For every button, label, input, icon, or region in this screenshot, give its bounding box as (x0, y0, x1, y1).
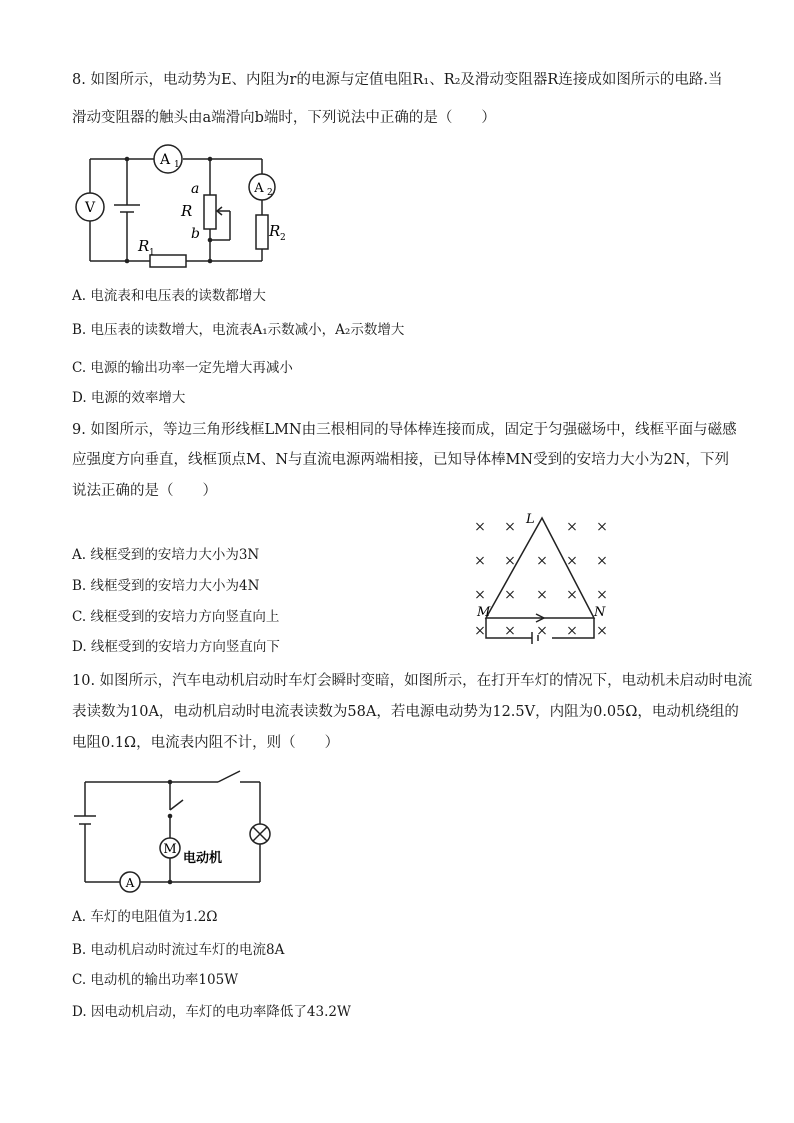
q8-option-c: C. 电源的输出功率一定先增大再减小 (72, 360, 293, 376)
vertex-l-label: L (526, 512, 535, 527)
q10-stem-line-2: 表读数为10A，电动机启动时电流表读数为58A，若电源电动势为12.5V，内阻为0.05Ω，电动机绕组的 (72, 704, 739, 720)
field-cross-mark: × (504, 553, 516, 569)
q10-option-c: C. 电动机的输出功率105W (72, 972, 239, 988)
ammeter2-sub: 2 (267, 188, 273, 198)
rheostat-label: R (181, 202, 193, 220)
q10-option-a: A. 车灯的电阻值为1.2Ω (72, 909, 218, 925)
q9-option-c: C. 线框受到的安培力方向竖直向上 (72, 609, 280, 625)
field-cross-mark: × (536, 553, 548, 569)
field-cross-mark: × (536, 623, 548, 639)
r1-sub: 1 (149, 248, 155, 258)
field-cross-mark: × (474, 519, 486, 535)
q10-option-b: B. 电动机启动时流过车灯的电流8A (72, 942, 285, 958)
field-cross-mark: × (566, 553, 578, 569)
field-cross-mark: × (596, 553, 608, 569)
motor-label: 电动机 (183, 851, 223, 866)
q10-option-d: D. 因电动机启动，车灯的电功率降低了43.2W (72, 1004, 351, 1020)
ammeter-label: A (125, 876, 135, 890)
q9-stem-line-2: 应强度方向垂直，线框顶点M、N与直流电源两端相接，已知导体棒MN受到的安培力大小为2N，下列 (72, 452, 729, 468)
field-cross-mark: × (596, 587, 608, 603)
field-cross-mark: × (474, 587, 486, 603)
q10-car-circuit-diagram (70, 766, 290, 896)
q10-stem-line-3: 电阻0.1Ω，电流表内阻不计，则（ ） (72, 735, 340, 751)
q9-magnetic-field-diagram (470, 508, 620, 648)
field-cross-mark: × (504, 623, 516, 639)
voltmeter-label: V (84, 200, 96, 216)
ammeter1-sub: 1 (174, 160, 180, 170)
field-cross-mark: × (566, 587, 578, 603)
field-cross-mark: × (536, 587, 548, 603)
motor-symbol: M (163, 842, 177, 857)
q9-stem-line-3: 说法正确的是（ ） (72, 483, 217, 499)
q8-option-b: B. 电压表的读数增大，电流表A₁示数减小，A₂示数增大 (72, 322, 405, 338)
slider-end-b: b (191, 226, 200, 242)
vertex-m-label: M (477, 605, 491, 620)
q8-option-a: A. 电流表和电压表的读数都增大 (72, 288, 266, 304)
r2-sub: 2 (280, 233, 286, 243)
ammeter1-label: A (159, 152, 171, 168)
r1-label: R (138, 237, 150, 255)
r2-label: R (269, 222, 281, 240)
q9-option-b: B. 线框受到的安培力大小为4N (72, 578, 260, 594)
field-cross-mark: × (596, 519, 608, 535)
field-cross-mark: × (474, 553, 486, 569)
q9-option-d: D. 线框受到的安培力方向竖直向下 (72, 639, 280, 655)
q8-stem-line-1: 8. 如图所示，电动势为E、内阻为r的电源与定值电阻R₁、R₂及滑动变阻器R连接成如图所示的电路.当 (72, 72, 723, 88)
q8-option-d: D. 电源的效率增大 (72, 390, 186, 406)
q8-stem-line-2: 滑动变阻器的触头由a端滑向b端时，下列说法中正确的是（ ） (72, 110, 496, 126)
q9-option-a: A. 线框受到的安培力大小为3N (72, 547, 260, 563)
field-cross-mark: × (504, 519, 516, 535)
field-cross-mark: × (596, 623, 608, 639)
field-cross-mark: × (566, 623, 578, 639)
field-cross-mark: × (566, 519, 578, 535)
q9-stem-line-1: 9. 如图所示，等边三角形线框LMN由三根相同的导体棒连接而成，固定于匀强磁场中，线框平面与磁感 (72, 422, 737, 438)
field-cross-mark: × (504, 587, 516, 603)
ammeter2-label: A (254, 181, 264, 196)
q8-circuit-diagram (70, 143, 290, 273)
field-cross-mark: × (474, 623, 486, 639)
vertex-n-label: N (594, 605, 606, 620)
q10-stem-line-1: 10. 如图所示，汽车电动机启动时车灯会瞬时变暗，如图所示，在打开车灯的情况下，电动机未启动时电流 (72, 673, 753, 689)
slider-end-a: a (191, 181, 200, 197)
